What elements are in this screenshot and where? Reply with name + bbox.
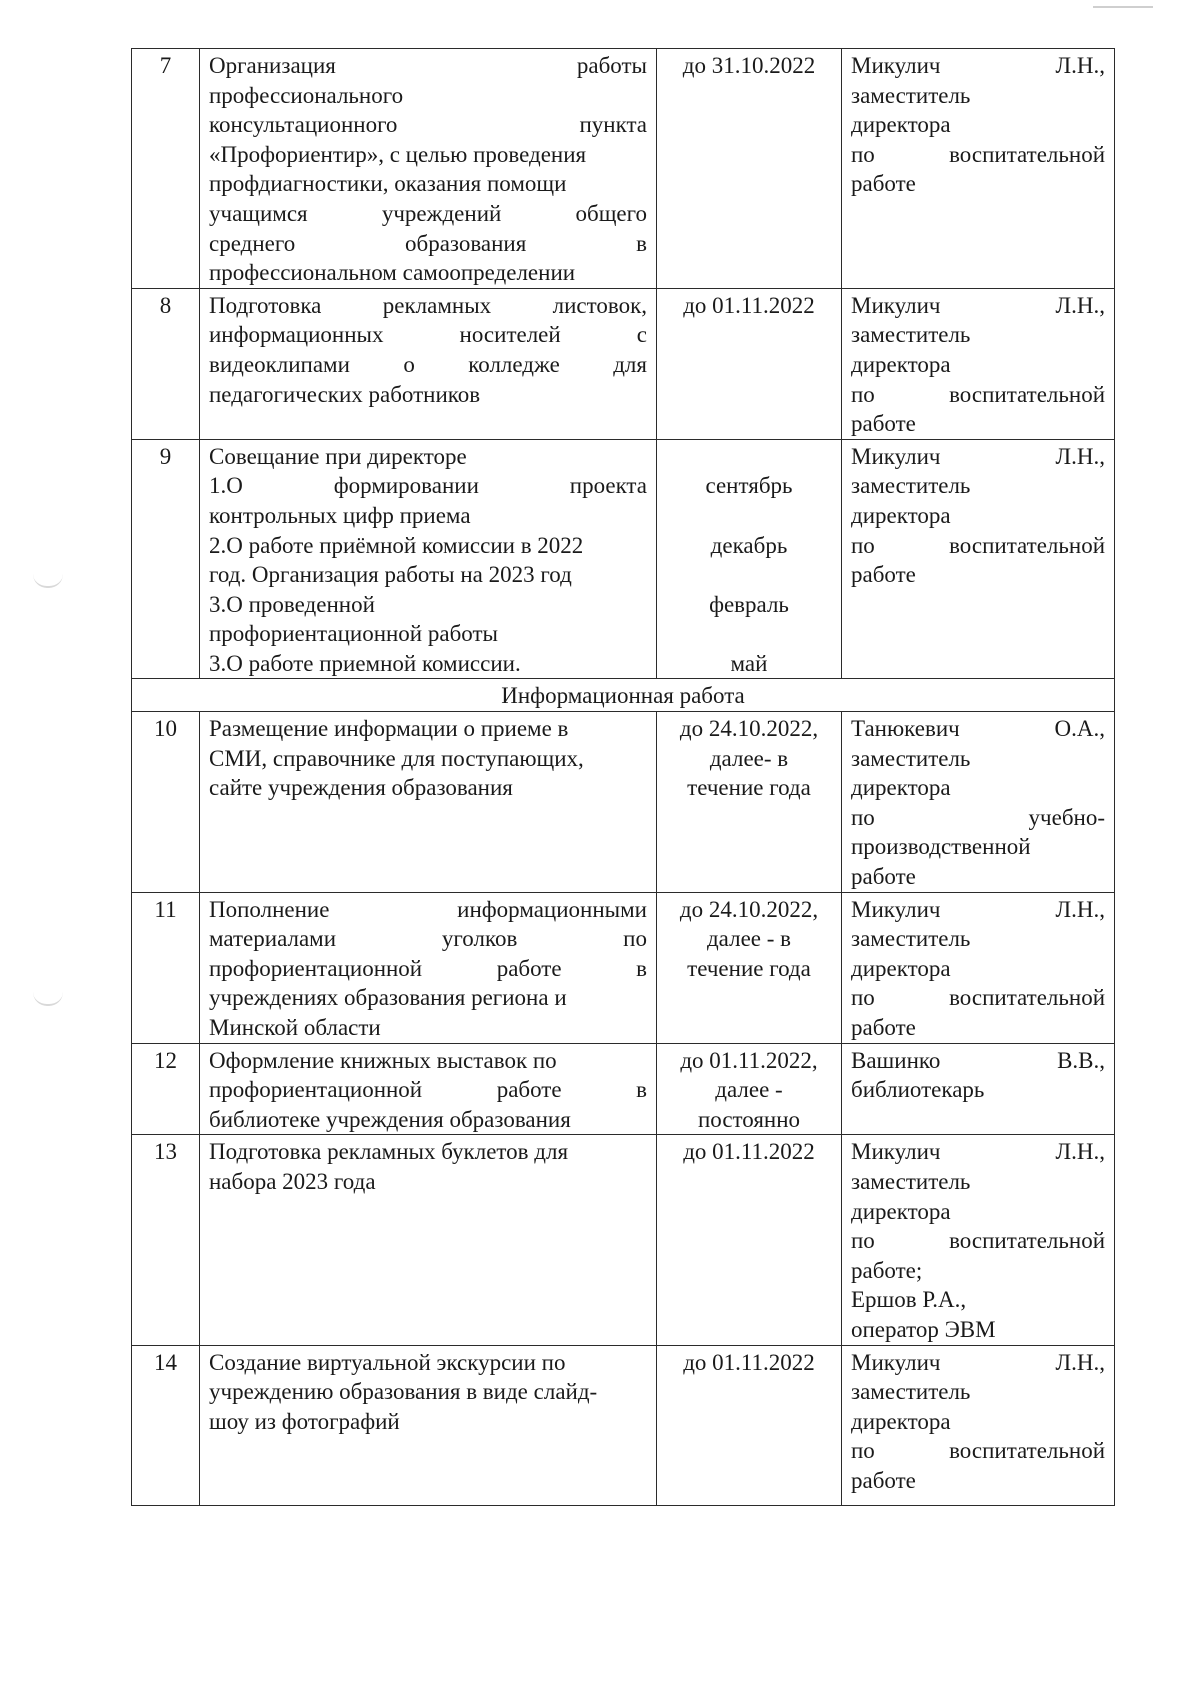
task-word: профдиагностики, оказания помощи	[209, 171, 567, 197]
responsible-person	[842, 49, 1115, 289]
responsible-line	[851, 51, 1105, 81]
task-word: работе	[496, 1077, 562, 1103]
task-word: видеоклипами	[209, 351, 350, 377]
responsible-line	[851, 773, 1105, 803]
responsible-line	[851, 832, 1105, 862]
task-word: листовок,	[552, 292, 647, 318]
task-line	[209, 1075, 647, 1105]
task-line	[209, 714, 647, 744]
deadline-line: до 24.10.2022,	[679, 896, 819, 922]
responsible-word: Микулич	[851, 292, 941, 318]
task-line	[209, 560, 647, 590]
responsible-word: оператор ЭВМ	[851, 1316, 996, 1342]
task-line	[209, 773, 647, 803]
responsible-word: Л.Н.,	[1055, 1139, 1105, 1165]
task-line	[209, 471, 647, 501]
task-line	[209, 744, 647, 774]
responsible-word: директора	[851, 1198, 951, 1224]
task-word: профориентационной работы	[209, 621, 498, 647]
responsible-line	[851, 110, 1105, 140]
task-word: Оформление книжных выставок по	[209, 1047, 557, 1073]
task-word: носителей	[459, 322, 561, 348]
task-description	[200, 288, 657, 439]
deadline-line: далее- в	[709, 745, 789, 771]
responsible-line	[851, 1256, 1105, 1286]
section-header-row	[132, 679, 1115, 712]
responsible-line	[851, 1348, 1105, 1378]
task-word: Пополнение	[209, 896, 330, 922]
responsible-line	[851, 560, 1105, 590]
table-row	[132, 1345, 1115, 1505]
task-word: учреждениях образования региона и	[209, 985, 567, 1011]
row-number: 7	[132, 49, 200, 289]
responsible-word: воспитательной	[949, 985, 1105, 1011]
task-word: колледже	[468, 351, 560, 377]
deadline-month: февраль	[709, 591, 789, 617]
responsible-word: директора	[851, 351, 951, 377]
task-word: Организация	[209, 53, 336, 78]
task-word: проекта	[569, 473, 647, 499]
responsible-word: заместитель	[851, 1379, 971, 1405]
deadline: до 01.11.2022	[657, 288, 842, 439]
task-word: 1.О	[209, 473, 243, 499]
responsible-word: работе	[851, 1467, 916, 1493]
deadline-month: май	[730, 650, 768, 676]
responsible-word: работе	[851, 171, 916, 197]
task-word: 2.О работе приёмной комиссии в 2022	[209, 532, 584, 558]
task-line	[209, 983, 647, 1013]
deadline-month: сентябрь	[705, 473, 793, 499]
responsible-word: Микулич	[851, 1349, 941, 1375]
task-word: шоу из фотографий	[209, 1408, 400, 1434]
task-description	[200, 439, 657, 679]
responsible-line	[851, 1197, 1105, 1227]
responsible-line	[851, 442, 1105, 472]
row-number: 8	[132, 288, 200, 439]
task-word: «Профориентир», с целью проведения	[209, 141, 587, 167]
responsible-person	[842, 1043, 1115, 1135]
task-word: учреждений	[381, 200, 502, 226]
responsible-line	[851, 1167, 1105, 1197]
responsible-word: Л.Н.,	[1055, 292, 1105, 318]
deadline-month: декабрь	[710, 532, 788, 558]
table-row	[132, 1135, 1115, 1345]
responsible-line	[851, 380, 1105, 410]
task-word: библиотеке учреждения образования	[209, 1106, 571, 1132]
responsible-word: работе;	[851, 1257, 923, 1283]
responsible-word: по	[851, 1438, 875, 1464]
table-row	[132, 712, 1115, 893]
responsible-line	[851, 744, 1105, 774]
table-row	[132, 288, 1115, 439]
row-number: 11	[132, 892, 200, 1043]
responsible-line	[851, 1285, 1105, 1315]
deadline: до 01.11.2022	[657, 1345, 842, 1505]
task-line	[209, 1407, 647, 1437]
responsible-word: Л.Н.,	[1055, 896, 1105, 922]
task-line	[209, 1105, 647, 1135]
task-line	[209, 320, 647, 350]
responsible-word: Л.Н.,	[1055, 53, 1105, 78]
responsible-person	[842, 1135, 1115, 1345]
responsible-word: О.А.,	[1054, 716, 1105, 742]
responsible-line	[851, 1137, 1105, 1167]
responsible-line	[851, 1013, 1105, 1043]
scan-edge-mark	[1093, 6, 1153, 8]
responsible-line	[851, 531, 1105, 561]
responsible-line	[851, 862, 1105, 892]
row-number: 13	[132, 1135, 200, 1345]
deadline-line: далее - в	[706, 926, 792, 952]
responsible-line	[851, 169, 1105, 199]
task-line	[209, 531, 647, 561]
responsible-line	[851, 983, 1105, 1013]
responsible-line	[851, 1075, 1105, 1105]
responsible-word: Вашинко	[851, 1047, 941, 1073]
task-line	[209, 81, 647, 111]
task-line	[209, 1137, 647, 1167]
deadline	[657, 1043, 842, 1135]
responsible-line	[851, 471, 1105, 501]
responsible-word: Микулич	[851, 443, 941, 469]
responsible-line	[851, 1226, 1105, 1256]
task-line	[209, 51, 647, 81]
task-line	[209, 258, 647, 288]
responsible-word: заместитель	[851, 322, 971, 348]
responsible-line	[851, 140, 1105, 170]
deadline	[657, 892, 842, 1043]
task-description	[200, 1135, 657, 1345]
task-word: Совещание при директоре	[209, 443, 467, 469]
deadline-line: до 01.11.2022,	[680, 1047, 818, 1073]
responsible-word: работе	[851, 562, 916, 588]
responsible-word: директора	[851, 1408, 951, 1434]
responsible-line	[851, 320, 1105, 350]
task-line	[209, 590, 647, 620]
task-word: Размещение информации о приеме в	[209, 716, 569, 742]
task-word: 3.О работе приемной комиссии.	[209, 650, 521, 676]
task-word: учащимся	[209, 200, 308, 226]
responsible-person	[842, 1345, 1115, 1505]
deadline	[657, 712, 842, 893]
task-word: СМИ, справочнике для поступающих,	[209, 745, 584, 771]
responsible-word: директора	[851, 502, 951, 528]
task-line	[209, 1348, 647, 1378]
deadline-line: до 24.10.2022,	[679, 716, 819, 742]
responsible-word: воспитательной	[949, 1438, 1105, 1464]
row-number: 14	[132, 1345, 200, 1505]
responsible-word: работе	[851, 1015, 916, 1040]
responsible-word: директора	[851, 775, 951, 801]
table-row	[132, 1043, 1115, 1135]
task-description	[200, 1043, 657, 1135]
task-word: в	[636, 230, 647, 256]
responsible-line	[851, 714, 1105, 744]
task-word: информационными	[457, 896, 647, 922]
responsible-word: учебно-	[1028, 804, 1105, 830]
task-line	[209, 442, 647, 472]
task-word: учреждению образования в виде слайд-	[209, 1379, 598, 1405]
task-word: информационных	[209, 322, 384, 348]
task-line	[209, 619, 647, 649]
responsible-word: воспитательной	[949, 1228, 1105, 1254]
responsible-word: заместитель	[851, 926, 971, 952]
responsible-word: заместитель	[851, 82, 971, 108]
deadline-line: течение года	[687, 955, 811, 981]
task-line	[209, 169, 647, 199]
responsible-word: по	[851, 804, 875, 830]
responsible-word: воспитательной	[949, 381, 1105, 407]
responsible-line	[851, 501, 1105, 531]
responsible-word: Микулич	[851, 896, 941, 922]
responsible-word: по	[851, 985, 875, 1011]
table-row	[132, 892, 1115, 1043]
responsible-line	[851, 409, 1105, 439]
task-description	[200, 712, 657, 893]
responsible-word: производственной	[851, 834, 1031, 860]
task-word: набора 2023 года	[209, 1168, 376, 1194]
responsible-word: Танюкевич	[851, 716, 960, 742]
task-word: рекламных	[382, 292, 492, 318]
task-word: работы	[576, 53, 647, 78]
deadline-line: далее -	[715, 1077, 783, 1103]
responsible-word: по	[851, 1228, 875, 1254]
responsible-word: Микулич	[851, 1139, 941, 1165]
task-line	[209, 350, 647, 380]
task-line	[209, 649, 647, 679]
task-line	[209, 1013, 647, 1043]
task-line	[209, 895, 647, 925]
responsible-line	[851, 1046, 1105, 1076]
task-line	[209, 110, 647, 140]
deadline: до 01.11.2022	[657, 1135, 842, 1345]
task-word: общего	[575, 200, 647, 226]
responsible-word: Л.Н.,	[1055, 1349, 1105, 1375]
task-word: год. Организация работы на 2023 год	[209, 562, 572, 588]
task-word: в	[636, 1077, 647, 1103]
task-word: профориентационной	[209, 955, 423, 981]
task-word: Подготовка рекламных буклетов для	[209, 1139, 569, 1165]
deadline: до 31.10.2022	[657, 49, 842, 289]
responsible-word: работе	[851, 864, 916, 890]
task-line	[209, 1377, 647, 1407]
responsible-line	[851, 803, 1105, 833]
task-word: по	[623, 926, 647, 952]
task-line	[209, 1167, 647, 1197]
task-word: формировании	[333, 473, 479, 499]
deadline-line: течение года	[687, 775, 811, 801]
responsible-word: директора	[851, 955, 951, 981]
responsible-word: работе	[851, 411, 916, 437]
task-word: работе	[496, 955, 562, 981]
task-word: педагогических работников	[209, 381, 481, 407]
responsible-word: по	[851, 532, 875, 558]
task-line	[209, 229, 647, 259]
responsible-word: по	[851, 141, 875, 167]
row-number: 9	[132, 439, 200, 679]
task-word: уголков	[441, 926, 518, 952]
task-word: профессиональном самоопределении	[209, 260, 576, 286]
row-number: 10	[132, 712, 200, 893]
responsible-word: В.В.,	[1057, 1047, 1105, 1073]
task-description	[200, 892, 657, 1043]
responsible-word: заместитель	[851, 1168, 971, 1194]
activity-plan-body	[132, 49, 1115, 1506]
task-word: для	[613, 351, 647, 377]
task-word: профессионального	[209, 82, 404, 108]
task-word: 3.О проведенной	[209, 591, 375, 617]
task-word: с	[636, 322, 647, 348]
responsible-person	[842, 439, 1115, 679]
responsible-person	[842, 712, 1115, 893]
responsible-word: библиотекарь	[851, 1077, 985, 1103]
task-line	[209, 924, 647, 954]
row-number: 12	[132, 1043, 200, 1135]
responsible-line	[851, 350, 1105, 380]
responsible-word: директора	[851, 112, 951, 138]
section-title: Информационная работа	[132, 679, 1115, 712]
responsible-word: воспитательной	[949, 532, 1105, 558]
punch-hole-mark	[33, 574, 63, 588]
responsible-word: заместитель	[851, 745, 971, 771]
task-line	[209, 291, 647, 321]
deadline-line: постоянно	[697, 1106, 801, 1132]
task-word: сайте учреждения образования	[209, 775, 513, 801]
responsible-word: заместитель	[851, 473, 971, 499]
task-word: консультационного	[209, 112, 398, 138]
responsible-line	[851, 291, 1105, 321]
table-row	[132, 49, 1115, 289]
task-line	[209, 380, 647, 410]
deadline-schedule	[666, 471, 832, 678]
responsible-person	[842, 288, 1115, 439]
task-word: Минской области	[209, 1015, 381, 1040]
task-word: материалами	[209, 926, 337, 952]
task-description	[200, 49, 657, 289]
task-word: о	[403, 351, 415, 377]
task-line	[209, 1046, 647, 1076]
responsible-word: Л.Н.,	[1055, 443, 1105, 469]
table-row	[132, 439, 1115, 679]
task-word: контрольных цифр приема	[209, 502, 471, 528]
task-word: профориентационной	[209, 1077, 423, 1103]
responsible-line	[851, 954, 1105, 984]
responsible-line	[851, 81, 1105, 111]
responsible-line	[851, 1466, 1105, 1496]
responsible-person	[842, 892, 1115, 1043]
responsible-word: Ершов Р.А.,	[851, 1287, 967, 1313]
task-word: пункта	[579, 112, 647, 138]
task-line	[209, 501, 647, 531]
responsible-word: воспитательной	[949, 141, 1105, 167]
responsible-line	[851, 895, 1105, 925]
task-word: среднего	[209, 230, 296, 256]
responsible-line	[851, 1436, 1105, 1466]
task-line	[209, 199, 647, 229]
responsible-line	[851, 1377, 1105, 1407]
activity-plan-table	[131, 48, 1115, 1506]
task-line	[209, 140, 647, 170]
responsible-word: Микулич	[851, 53, 941, 78]
responsible-line	[851, 924, 1105, 954]
deadline	[657, 439, 842, 679]
responsible-line	[851, 1407, 1105, 1437]
punch-hole-mark	[33, 992, 63, 1006]
task-word: Создание виртуальной экскурсии по	[209, 1349, 566, 1375]
task-word: в	[636, 955, 647, 981]
responsible-line	[851, 1315, 1105, 1345]
task-word: образования	[405, 230, 527, 256]
responsible-word: по	[851, 381, 875, 407]
task-description	[200, 1345, 657, 1505]
task-line	[209, 954, 647, 984]
task-word: Подготовка	[209, 292, 322, 318]
